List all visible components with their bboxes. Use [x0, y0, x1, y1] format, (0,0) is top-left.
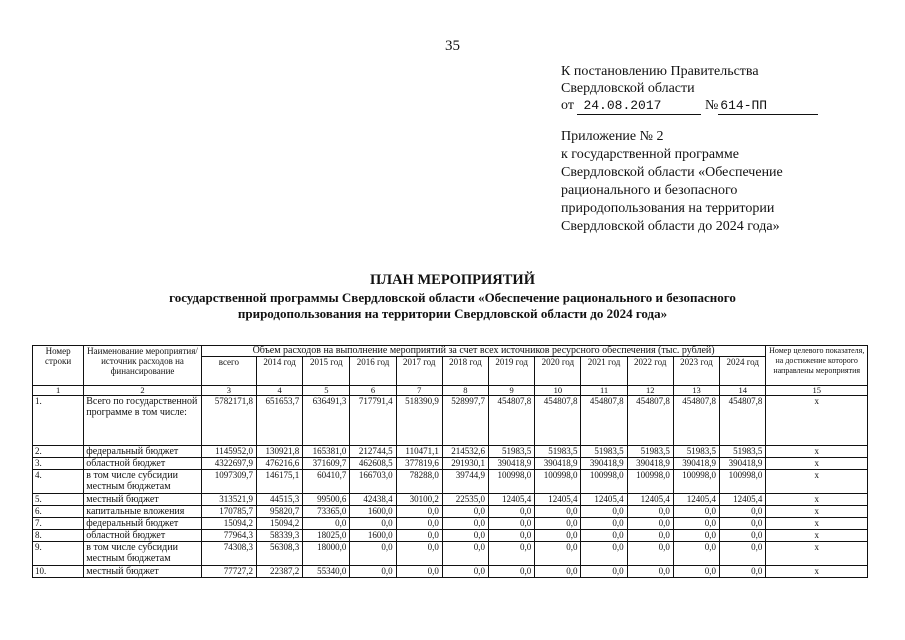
value-cell: 1600,0 [350, 506, 396, 518]
value-cell: 371609,7 [303, 458, 350, 470]
value-cell: 100998,0 [627, 470, 673, 494]
value-cell: 390418,9 [535, 458, 581, 470]
row-name-cell: в том числе субсидии местным бюджетам [84, 542, 202, 566]
value-cell: 390418,9 [489, 458, 535, 470]
value-cell: 0,0 [442, 542, 488, 566]
column-index-cell: 14 [720, 386, 766, 396]
value-cell: 12405,4 [489, 494, 535, 506]
plan-subtitle-line-2: природопользования на территории Свердловской области до 2024 года» [237, 306, 668, 321]
column-index-cell: 3 [201, 386, 256, 396]
value-cell: 0,0 [396, 530, 442, 542]
indicator-cell: х [766, 396, 868, 446]
value-cell: 0,0 [673, 542, 719, 566]
value-cell: 454807,8 [535, 396, 581, 446]
value-cell: 15094,2 [201, 518, 256, 530]
header-year: 2014 год [257, 357, 303, 386]
value-cell: 0,0 [581, 566, 627, 578]
value-cell: 95820,7 [257, 506, 303, 518]
value-cell: 454807,8 [489, 396, 535, 446]
table-row [33, 396, 868, 446]
row-number-cell: 8. [33, 530, 84, 542]
value-cell: 0,0 [489, 518, 535, 530]
resolution-date: 24.08.2017 [577, 97, 701, 115]
value-cell: 0,0 [673, 506, 719, 518]
header-year: 2019 год [489, 357, 535, 386]
value-cell: 78288,0 [396, 470, 442, 494]
value-cell: 12405,4 [673, 494, 719, 506]
value-cell: 212744,5 [350, 446, 396, 458]
value-cell: 170785,7 [201, 506, 256, 518]
value-cell: 0,0 [627, 530, 673, 542]
resolution-date-line [561, 97, 861, 115]
row-name-cell: областной бюджет [84, 530, 202, 542]
column-index-cell: 2 [84, 386, 202, 396]
value-cell: 5782171,8 [201, 396, 256, 446]
column-index-cell: 12 [627, 386, 673, 396]
value-cell: 100998,0 [720, 470, 766, 494]
row-name-cell: местный бюджет [84, 566, 202, 578]
column-index-cell: 15 [766, 386, 868, 396]
value-cell: 165381,0 [303, 446, 350, 458]
value-cell: 12405,4 [627, 494, 673, 506]
header-year: всего [201, 357, 256, 386]
value-cell: 0,0 [581, 506, 627, 518]
value-cell: 51983,5 [581, 446, 627, 458]
value-cell: 0,0 [489, 542, 535, 566]
appendix-line: Свердловской области «Обеспечение [561, 165, 783, 180]
value-cell: 74308,3 [201, 542, 256, 566]
value-cell: 462608,5 [350, 458, 396, 470]
value-cell: 55340,0 [303, 566, 350, 578]
row-number-cell: 1. [33, 396, 84, 446]
value-cell: 30100,2 [396, 494, 442, 506]
row-name-cell: федеральный бюджет [84, 518, 202, 530]
indicator-cell: х [766, 518, 868, 530]
header-indicator: Номер целевого показателя, на достижение которого направлены мероприятия [766, 346, 868, 386]
value-cell: 454807,8 [581, 396, 627, 446]
value-cell: 100998,0 [581, 470, 627, 494]
value-cell: 0,0 [720, 542, 766, 566]
value-cell: 100998,0 [673, 470, 719, 494]
value-cell: 0,0 [673, 530, 719, 542]
page-number: 35 [445, 38, 460, 54]
value-cell: 39744,9 [442, 470, 488, 494]
value-cell: 146175,1 [257, 470, 303, 494]
appendix-line: Приложение № 2 [561, 129, 664, 144]
value-cell: 110471,1 [396, 446, 442, 458]
number-label: № [704, 98, 719, 113]
value-cell: 0,0 [535, 530, 581, 542]
header-volume: Объем расходов на выполнение мероприятий за счет всех источников ресурсного обеспечения (тыс. рублей) [201, 346, 766, 357]
value-cell: 42438,4 [350, 494, 396, 506]
row-number-cell: 3. [33, 458, 84, 470]
value-cell: 18000,0 [303, 542, 350, 566]
value-cell: 51983,5 [720, 446, 766, 458]
table-row [33, 494, 868, 506]
column-index-cell: 9 [489, 386, 535, 396]
header-year: 2021 год [581, 357, 627, 386]
column-index-row [33, 386, 868, 396]
appendix-line: к государственной программе [561, 147, 739, 162]
plan-subtitle [60, 290, 845, 322]
value-cell: 454807,8 [673, 396, 719, 446]
header-year: 2023 год [673, 357, 719, 386]
value-cell: 0,0 [489, 506, 535, 518]
from-label: от [561, 98, 574, 113]
value-cell: 0,0 [535, 506, 581, 518]
header-year: 2018 год [442, 357, 488, 386]
appendix-line: рационального и безопасного [561, 183, 738, 198]
value-cell: 1600,0 [350, 530, 396, 542]
indicator-cell: х [766, 458, 868, 470]
value-cell: 717791,4 [350, 396, 396, 446]
appendix-line: природопользования на территории [561, 201, 775, 216]
row-name-cell: областной бюджет [84, 458, 202, 470]
resolution-line-1: К постановлению Правительства [561, 64, 759, 79]
value-cell: 100998,0 [535, 470, 581, 494]
value-cell: 0,0 [720, 506, 766, 518]
value-cell: 22535,0 [442, 494, 488, 506]
value-cell: 130921,8 [257, 446, 303, 458]
row-number-cell: 9. [33, 542, 84, 566]
value-cell: 518390,9 [396, 396, 442, 446]
value-cell: 0,0 [396, 518, 442, 530]
row-number-cell: 10. [33, 566, 84, 578]
table-row [33, 566, 868, 578]
value-cell: 51983,5 [673, 446, 719, 458]
value-cell: 100998,0 [489, 470, 535, 494]
value-cell: 12405,4 [581, 494, 627, 506]
indicator-cell: х [766, 542, 868, 566]
appendix-line: Свердловской области до 2024 года» [561, 219, 780, 234]
value-cell: 0,0 [396, 542, 442, 566]
value-cell: 390418,9 [627, 458, 673, 470]
value-cell: 0,0 [442, 566, 488, 578]
header-year: 2015 год [303, 357, 350, 386]
value-cell: 99500,6 [303, 494, 350, 506]
row-number-cell: 6. [33, 506, 84, 518]
value-cell: 51983,5 [489, 446, 535, 458]
value-cell: 291930,1 [442, 458, 488, 470]
column-index-cell: 7 [396, 386, 442, 396]
row-name-cell: капитальные вложения [84, 506, 202, 518]
value-cell: 0,0 [720, 530, 766, 542]
value-cell: 22387,2 [257, 566, 303, 578]
value-cell: 166703,0 [350, 470, 396, 494]
indicator-cell: х [766, 494, 868, 506]
resolution-number: 614-ПП [718, 97, 818, 115]
value-cell: 528997,7 [442, 396, 488, 446]
value-cell: 18025,0 [303, 530, 350, 542]
value-cell: 60410,7 [303, 470, 350, 494]
indicator-cell: х [766, 566, 868, 578]
value-cell: 77727,2 [201, 566, 256, 578]
table-row [33, 446, 868, 458]
value-cell: 390418,9 [720, 458, 766, 470]
value-cell: 0,0 [627, 518, 673, 530]
value-cell: 0,0 [442, 506, 488, 518]
value-cell: 476216,6 [257, 458, 303, 470]
row-name-cell: Всего по государственной программе в том числе: [84, 396, 202, 446]
column-index-cell: 13 [673, 386, 719, 396]
value-cell: 0,0 [350, 542, 396, 566]
value-cell: 0,0 [396, 566, 442, 578]
value-cell: 12405,4 [720, 494, 766, 506]
value-cell: 0,0 [581, 518, 627, 530]
plan-title: ПЛАН МЕРОПРИЯТИЙ [370, 272, 535, 288]
value-cell: 1145952,0 [201, 446, 256, 458]
table-row [33, 542, 868, 566]
indicator-cell: х [766, 530, 868, 542]
column-index-cell: 4 [257, 386, 303, 396]
row-name-cell: федеральный бюджет [84, 446, 202, 458]
row-number-cell: 5. [33, 494, 84, 506]
column-index-cell: 5 [303, 386, 350, 396]
value-cell: 51983,5 [627, 446, 673, 458]
value-cell: 58339,3 [257, 530, 303, 542]
column-index-cell: 8 [442, 386, 488, 396]
header-name: Наименование мероприятия/источник расходов на финансирование [84, 346, 202, 386]
value-cell: 0,0 [489, 530, 535, 542]
resolution-reference [561, 63, 861, 115]
value-cell: 313521,9 [201, 494, 256, 506]
value-cell: 0,0 [489, 566, 535, 578]
header-year: 2016 год [350, 357, 396, 386]
table-row [33, 530, 868, 542]
value-cell: 454807,8 [720, 396, 766, 446]
indicator-cell: х [766, 470, 868, 494]
value-cell: 0,0 [581, 530, 627, 542]
value-cell: 636491,3 [303, 396, 350, 446]
indicator-cell: х [766, 506, 868, 518]
value-cell: 1097309,7 [201, 470, 256, 494]
row-number-cell: 7. [33, 518, 84, 530]
header-year: 2020 год [535, 357, 581, 386]
header-year: 2017 год [396, 357, 442, 386]
column-index-cell: 11 [581, 386, 627, 396]
value-cell: 73365,0 [303, 506, 350, 518]
row-number-cell: 2. [33, 446, 84, 458]
value-cell: 0,0 [442, 530, 488, 542]
value-cell: 4322697,9 [201, 458, 256, 470]
value-cell: 0,0 [396, 506, 442, 518]
value-cell: 0,0 [535, 518, 581, 530]
table-row [33, 470, 868, 494]
value-cell: 0,0 [627, 506, 673, 518]
row-number-cell: 4. [33, 470, 84, 494]
table-row [33, 518, 868, 530]
value-cell: 0,0 [535, 566, 581, 578]
column-index-cell: 6 [350, 386, 396, 396]
appendix-heading [561, 128, 861, 236]
value-cell: 377819,6 [396, 458, 442, 470]
value-cell: 0,0 [350, 518, 396, 530]
value-cell: 651653,7 [257, 396, 303, 446]
value-cell: 0,0 [535, 542, 581, 566]
value-cell: 390418,9 [581, 458, 627, 470]
value-cell: 454807,8 [627, 396, 673, 446]
plan-subtitle-line-1: государственной программы Свердловской области «Обеспечение рационального и безопасного [169, 290, 736, 305]
value-cell: 77964,3 [201, 530, 256, 542]
value-cell: 0,0 [720, 566, 766, 578]
plan-table [32, 345, 868, 578]
value-cell: 0,0 [673, 518, 719, 530]
header-year: 2024 год [720, 357, 766, 386]
row-name-cell: в том числе субсидии местным бюджетам [84, 470, 202, 494]
value-cell: 44515,3 [257, 494, 303, 506]
row-name-cell: местный бюджет [84, 494, 202, 506]
header-year: 2022 год [627, 357, 673, 386]
value-cell: 0,0 [350, 566, 396, 578]
resolution-line-2: Свердловской области [561, 81, 695, 96]
value-cell: 0,0 [627, 566, 673, 578]
value-cell: 0,0 [303, 518, 350, 530]
header-row-number: Номер строки [33, 346, 84, 386]
table-row [33, 506, 868, 518]
value-cell: 0,0 [627, 542, 673, 566]
value-cell: 0,0 [442, 518, 488, 530]
value-cell: 0,0 [673, 566, 719, 578]
value-cell: 214532,6 [442, 446, 488, 458]
value-cell: 56308,3 [257, 542, 303, 566]
value-cell: 12405,4 [535, 494, 581, 506]
value-cell: 0,0 [720, 518, 766, 530]
table-row [33, 458, 868, 470]
indicator-cell: х [766, 446, 868, 458]
value-cell: 390418,9 [673, 458, 719, 470]
column-index-cell: 1 [33, 386, 84, 396]
value-cell: 15094,2 [257, 518, 303, 530]
value-cell: 51983,5 [535, 446, 581, 458]
value-cell: 0,0 [581, 542, 627, 566]
column-index-cell: 10 [535, 386, 581, 396]
